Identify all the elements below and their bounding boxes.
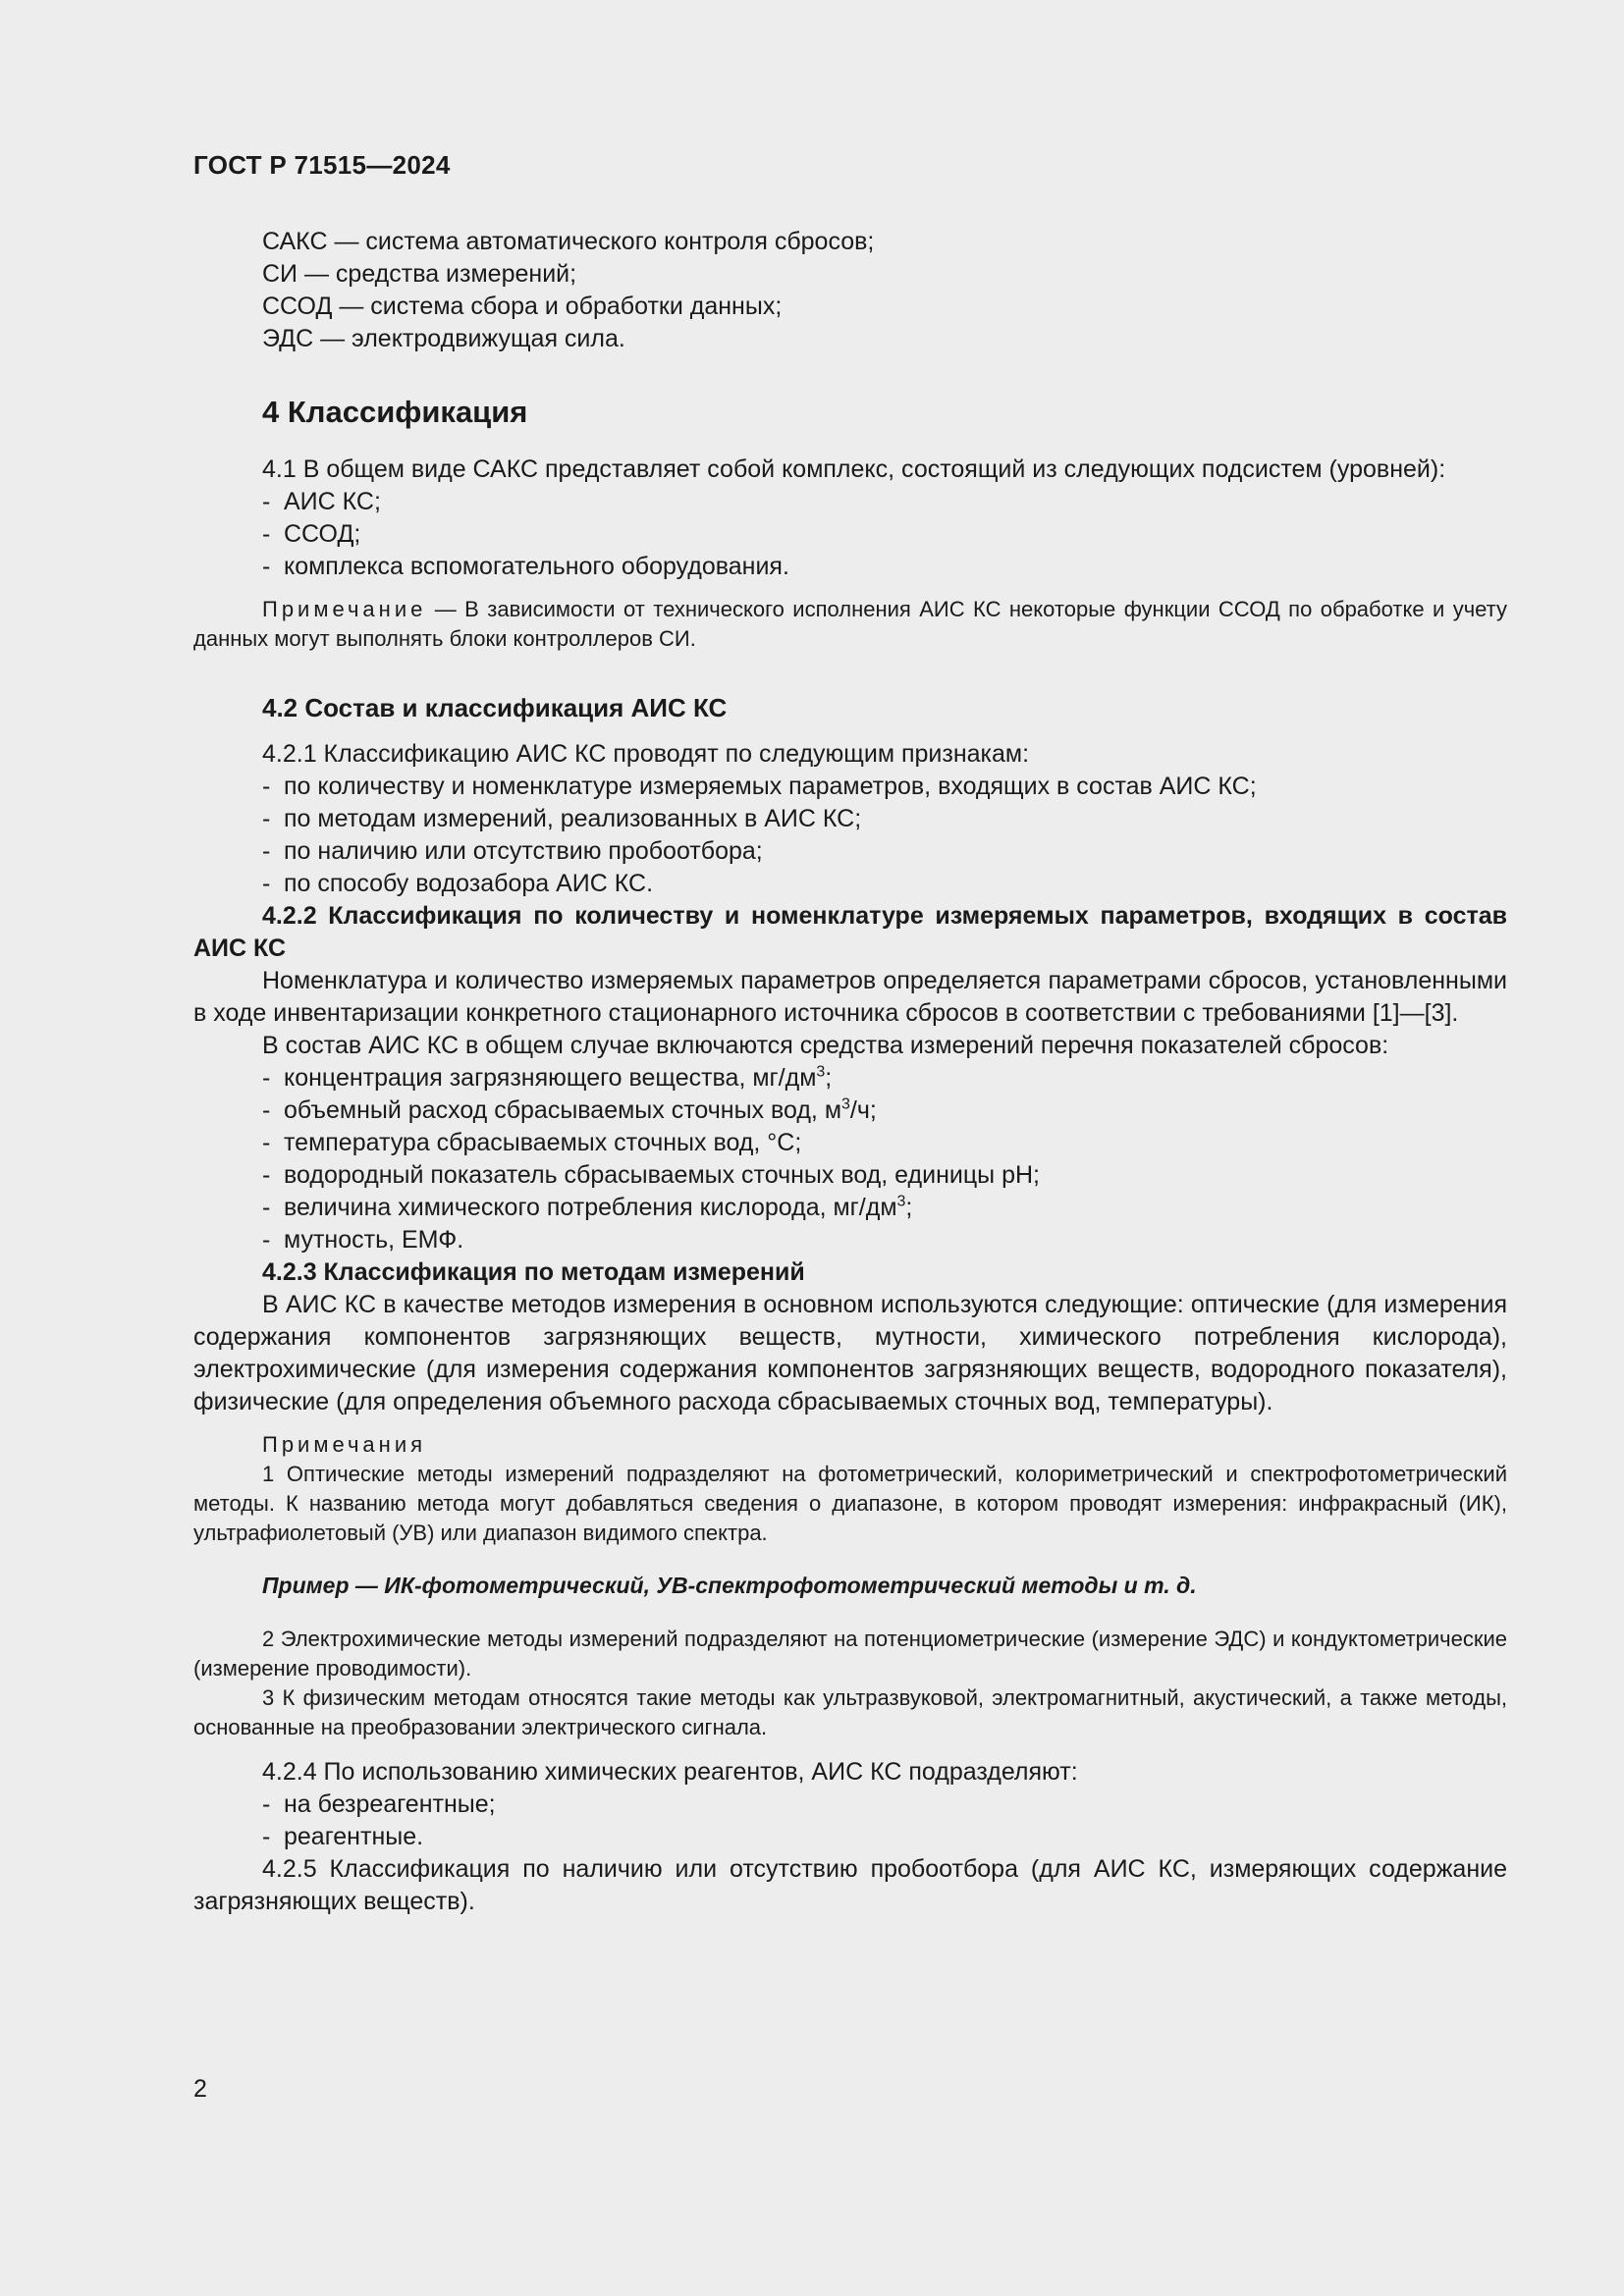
list-item-text: величина химического потребления кислорода, мг/дм	[284, 1194, 897, 1221]
abbrev-item: САКС — система автоматического контроля сбросов;	[262, 228, 875, 255]
note-item: 2 Электрохимические методы измерений подразделяют на потенциометрические (измерение ЭДС) и кондуктометрические (измерение проводимости).	[193, 1627, 1507, 1681]
notes-label	[193, 1430, 1507, 1460]
list-item-text: по количеству и номенклатуре измеряемых параметров, входящих в состав АИС КС;	[284, 773, 1257, 800]
list-item-text: по методам измерений, реализованных в АИС КС;	[284, 805, 862, 832]
notes-label-text: Примечания	[262, 1432, 427, 1457]
section-4-2-title: 4.2 Состав и классификация АИС КС	[262, 693, 728, 722]
section-4-1-text: 4.1 В общем виде САКС представляет собой комплекс, состоящий из следующих подсистем (уровней):	[262, 455, 1446, 483]
dash: -	[262, 1194, 271, 1221]
dash: -	[262, 1823, 271, 1850]
document-page	[193, 147, 1507, 1918]
superscript: 3	[841, 1095, 850, 1113]
note-item: 3 К физическим методам относятся такие методы как ультразвуковой, электромагнитный, акустический, а также методы, основанные на преобразовании электрического сигнала.	[193, 1685, 1507, 1739]
list-item-text: ;	[905, 1194, 913, 1221]
list-item-text: ;	[825, 1064, 833, 1092]
list-item-text: реагентные.	[284, 1823, 424, 1850]
dash: -	[262, 520, 271, 548]
section-4-2-4-text: 4.2.4 По использованию химических реагентов, АИС КС подразделяют:	[262, 1758, 1078, 1786]
dash: -	[262, 1129, 271, 1156]
list-item-text: на безреагентные;	[284, 1790, 496, 1818]
abbrev-item: ЭДС — электродвижущая сила.	[262, 325, 625, 352]
abbrev-item: ССОД — система сбора и обработки данных;	[262, 293, 783, 320]
dash: -	[262, 553, 271, 580]
list-item	[193, 1062, 1507, 1095]
list-item-text: концентрация загрязняющего вещества, мг/дм	[284, 1064, 817, 1092]
list-item	[193, 803, 1507, 835]
dash: -	[262, 1064, 271, 1092]
note-text: — В зависимости от технического исполнения АИС КС некоторые функции ССОД по обработке и учету данных могут выполнять блоки контроллеров СИ.	[193, 597, 1507, 651]
list-item-text: объемный расход сбрасываемых сточных вод, м	[284, 1096, 842, 1124]
dash: -	[262, 870, 271, 897]
list-item	[193, 1159, 1507, 1192]
list-item	[193, 835, 1507, 868]
dash: -	[262, 1226, 271, 1254]
section-4-2-2-paragraph: В состав АИС КС в общем случае включаются средства измерений перечня показателей сбросов:	[262, 1032, 1389, 1059]
list-item-text: температура сбрасываемых сточных вод, °С;	[284, 1129, 802, 1156]
dash: -	[262, 805, 271, 832]
list-item	[193, 518, 1507, 551]
list-item-text: /ч;	[849, 1096, 877, 1124]
note-item: 1 Оптические методы измерений подразделяют на фотометрический, колориметрический и спектрофотометрический методы. К названию метода могут добавляться сведения о диапазоне, в котором проводят измерения: инфракрасный (ИК), ультрафиолетовый (УВ) или диапазон видимого спектра.	[193, 1462, 1507, 1545]
list-item	[193, 771, 1507, 803]
list-item-text: по способу водозабора АИС КС.	[284, 870, 654, 897]
list-item	[193, 1789, 1507, 1821]
section-4-2-5-text: 4.2.5 Классификация по наличию или отсутствию пробоотбора (для АИС КС, измеряющих содержание загрязняющих веществ).	[193, 1855, 1507, 1915]
abbrev-item: СИ — средства измерений;	[262, 260, 577, 288]
note-label: Примечание	[262, 597, 427, 621]
section-4-2-2-paragraph: Номенклатура и количество измеряемых параметров определяется параметрами сбросов, установленными в ходе инвентаризации конкретного стационарного источника сбросов в соответствии с требованиями [1]—[3].	[193, 967, 1507, 1027]
page-number: 2	[193, 2075, 207, 2103]
dash: -	[262, 1096, 271, 1124]
list-item	[193, 1127, 1507, 1159]
dash: -	[262, 837, 271, 865]
superscript: 3	[896, 1193, 906, 1210]
list-item-text: мутность, ЕМФ.	[284, 1226, 464, 1254]
note-1	[193, 595, 1507, 654]
list-item	[193, 551, 1507, 583]
list-item	[193, 1224, 1507, 1256]
superscript: 3	[816, 1063, 826, 1081]
dash: -	[262, 773, 271, 800]
example-text: Пример — ИК-фотометрический, УВ-спектрофотометрический методы и т. д.	[262, 1573, 1197, 1598]
document-header: ГОСТ Р 71515—2024	[193, 150, 451, 180]
list-item	[193, 486, 1507, 518]
list-item-text: комплекса вспомогательного оборудования.	[284, 553, 789, 580]
list-item-text: ССОД;	[284, 520, 361, 548]
section-4-2-3-paragraph: В АИС КС в качестве методов измерения в основном используются следующие: оптические (для измерения содержания компонентов загрязняющих веществ, мутности, химического потребления кислорода), электрохимические (для измерения содержания компонентов загрязняющих веществ, водородного показателя), физические (для определения объемного расхода сбрасываемых сточных вод, температуры).	[193, 1291, 1507, 1415]
list-item-text: по наличию или отсутствию пробоотбора;	[284, 837, 763, 865]
section-4-2-1-text: 4.2.1 Классификацию АИС КС проводят по следующим признакам:	[262, 740, 1030, 768]
list-item	[193, 868, 1507, 900]
list-item	[193, 1821, 1507, 1853]
dash: -	[262, 1790, 271, 1818]
abbreviation-list	[193, 226, 1507, 355]
list-item	[193, 1192, 1507, 1224]
dash: -	[262, 1161, 271, 1189]
dash: -	[262, 488, 271, 515]
section-4-title: 4 Классификация	[262, 395, 528, 429]
section-4-2-3-title: 4.2.3 Классификация по методам измерений	[262, 1258, 805, 1286]
list-item-text: водородный показатель сбрасываемых сточных вод, единицы рН;	[284, 1161, 1040, 1189]
list-item	[193, 1095, 1507, 1127]
section-4-2-2-title: 4.2.2 Классификация по количеству и номенклатуре измеряемых параметров, входящих в состав АИС КС	[193, 902, 1507, 962]
list-item-text: АИС КС;	[284, 488, 381, 515]
